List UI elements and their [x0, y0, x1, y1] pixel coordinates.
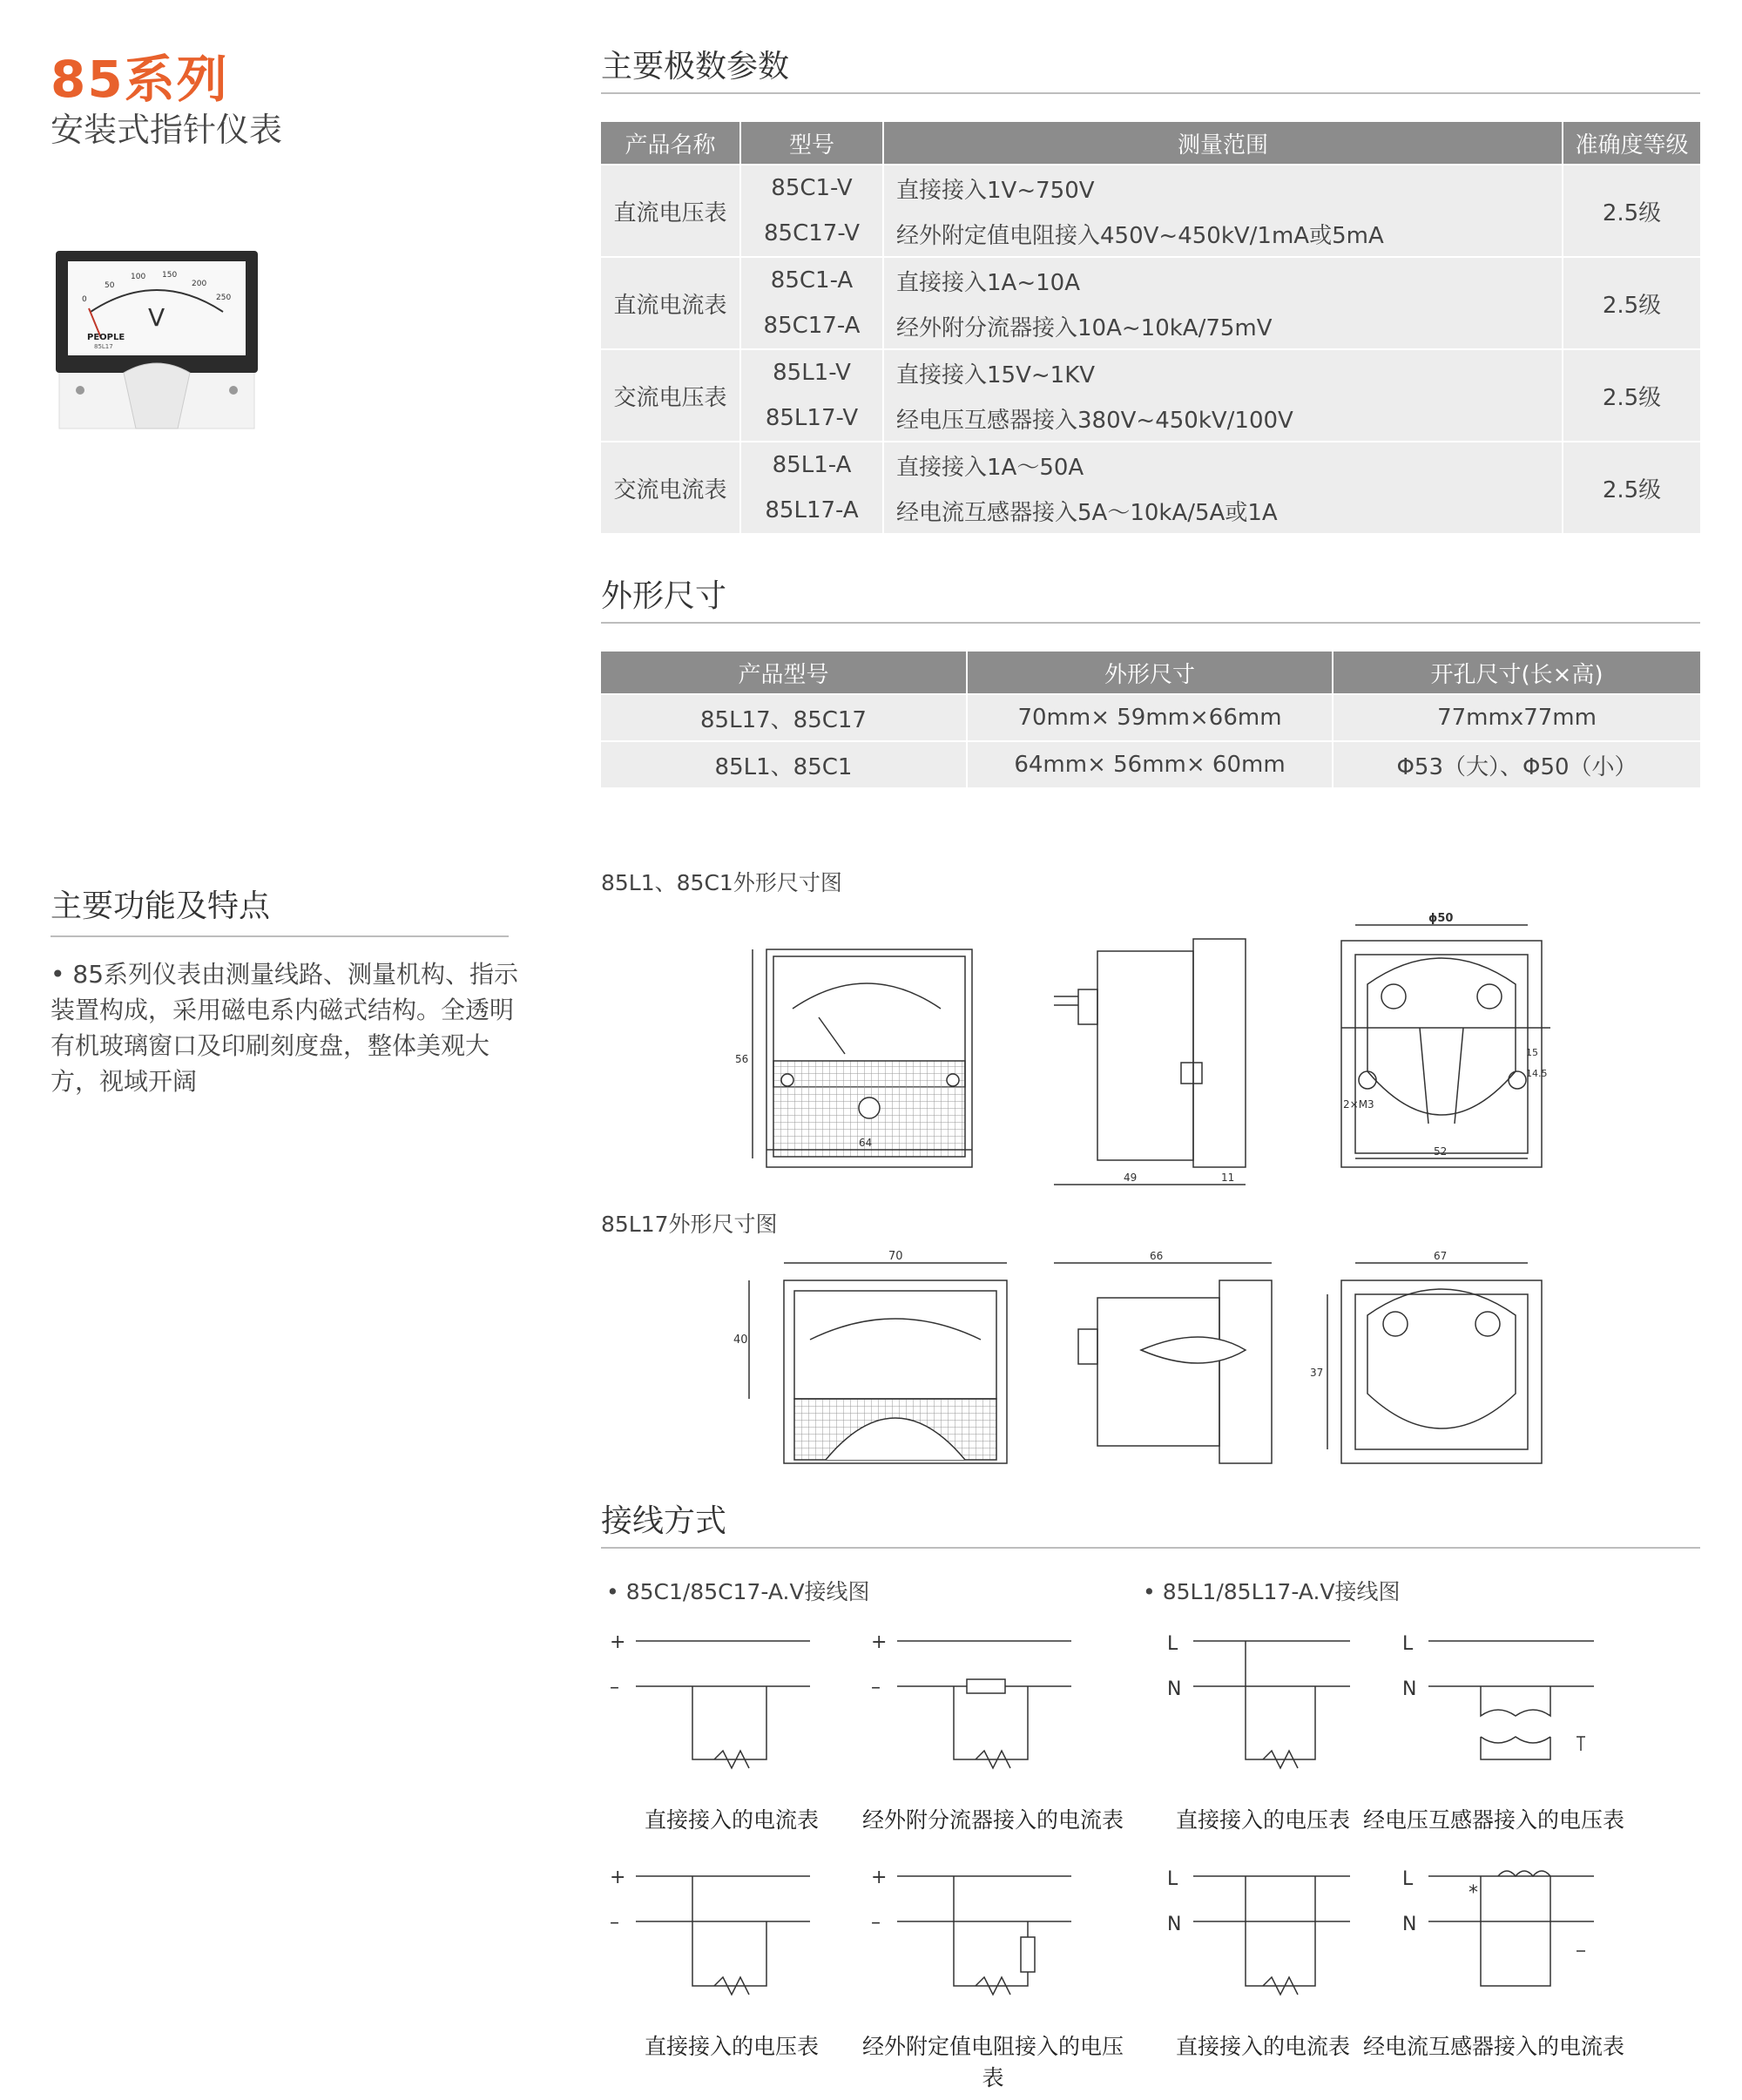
svg-text:+: + — [871, 1867, 888, 1888]
table-row: 85C17-A 经外附分流器接入10A~10kA/75mV — [601, 303, 1700, 349]
wiring-caption-4: 经电压互感器接入的电压表 — [1363, 1807, 1625, 1833]
svg-text:250: 250 — [216, 294, 232, 302]
series-subtitle: 安装式指针仪表 — [51, 111, 283, 149]
svg-text:ϕ50: ϕ50 — [1428, 912, 1454, 925]
wiring-caption-2: 经外附分流器接入的电流表 — [862, 1807, 1124, 1833]
features-title: 主要功能及特点 — [51, 888, 271, 924]
table-row: 交流电压表 85L1-V 直接接入15V~1KV 2.5级 — [601, 349, 1700, 395]
svg-text:40: 40 — [733, 1334, 748, 1347]
dims-title: 外形尺寸 — [601, 578, 727, 614]
params-header-model: 型号 — [740, 122, 883, 165]
svg-text:L: L — [1167, 1868, 1178, 1890]
unit-label: V — [148, 303, 165, 332]
svg-text:*: * — [1469, 1882, 1478, 1904]
drawing2-caption: 85L17外形尺寸图 — [601, 1212, 778, 1237]
params-rule — [601, 92, 1700, 94]
params-table — [601, 122, 1700, 533]
svg-text:L: L — [1402, 1633, 1414, 1655]
svg-text:52: 52 — [1434, 1145, 1448, 1158]
svg-text:14.5: 14.5 — [1526, 1068, 1548, 1079]
svg-text:150: 150 — [162, 271, 178, 280]
svg-text:+: + — [871, 1631, 888, 1653]
svg-text:–: – — [610, 1677, 619, 1698]
svg-text:11: 11 — [1221, 1172, 1235, 1184]
svg-text:67: 67 — [1434, 1250, 1448, 1262]
wiring-caption-3: 直接接入的电压表 — [1175, 1807, 1350, 1833]
wiring-caption-7: 直接接入的电流表 — [1175, 2034, 1350, 2059]
wiring-group2-title: • 85L1/85L17-A.V接线图 — [1143, 1579, 1401, 1604]
svg-text:56: 56 — [735, 1053, 749, 1065]
params-title: 主要极数参数 — [601, 49, 790, 84]
table-row: 85L1、85C1 64mm× 56mm× 60mm Φ53（大）、Φ50（小） — [601, 741, 1700, 787]
table-row: 直流电流表 85C1-A 直接接入1A~10A 2.5级 — [601, 257, 1700, 303]
svg-text:2×M3: 2×M3 — [1343, 1098, 1374, 1111]
wiring-caption-6: 经外附定值电阻接入的电压表 — [862, 2034, 1124, 2090]
drawing1-caption: 85L1、85C1外形尺寸图 — [601, 870, 842, 895]
wiring-title: 接线方式 — [601, 1503, 727, 1539]
svg-text:100: 100 — [131, 273, 146, 281]
dims-header-model: 产品型号 — [601, 652, 967, 694]
wiring-group1-title: • 85C1/85C17-A.V接线图 — [606, 1579, 870, 1604]
svg-text:N: N — [1402, 1914, 1417, 1935]
wiring-caption-8: 经电流互感器接入的电流表 — [1363, 2034, 1625, 2059]
features-text: • 85系列仪表由测量线路、测量机构、指示装置构成，采用磁电系内磁式结构。全透明有机玻璃窗口及印刷刻度盘，整体美观大方，视域开阔 — [51, 960, 519, 1096]
svg-text:L: L — [1402, 1868, 1414, 1890]
table-row: 交流电流表 85L1-A 直接接入1A～50A 2.5级 — [601, 442, 1700, 488]
svg-text:49: 49 — [1124, 1172, 1138, 1184]
svg-text:64: 64 — [859, 1137, 873, 1149]
series-title: 85系列 — [51, 50, 229, 109]
svg-text:N: N — [1402, 1678, 1417, 1700]
svg-text:85L17: 85L17 — [94, 343, 113, 350]
svg-text:N: N — [1167, 1678, 1182, 1700]
table-row: 85L17-V 经电压互感器接入380V~450kV/100V — [601, 395, 1700, 442]
svg-text:+: + — [610, 1631, 626, 1653]
table-row: 85L17-A 经电流互感器接入5A～10kA/5A或1A — [601, 488, 1700, 533]
dims-table — [601, 652, 1700, 787]
features-rule — [51, 935, 509, 937]
svg-text:50: 50 — [105, 281, 115, 290]
drawing1 — [732, 906, 1548, 1184]
params-header-grade: 准确度等级 — [1563, 122, 1700, 165]
product-photo — [56, 251, 258, 430]
dims-header-size: 外形尺寸 — [967, 652, 1333, 694]
svg-text:N: N — [1167, 1914, 1182, 1935]
wiring-caption-5: 直接接入的电压表 — [644, 2034, 819, 2059]
svg-text:–: – — [871, 1912, 881, 1934]
svg-text:15: 15 — [1526, 1047, 1538, 1058]
svg-text:L: L — [1167, 1633, 1178, 1655]
wiring-rule — [601, 1547, 1700, 1549]
params-header-range: 测量范围 — [883, 122, 1563, 165]
table-row: 85C17-V 经外附定值电阻接入450V~450kV/1mA或5mA — [601, 211, 1700, 257]
drawing2 — [732, 1246, 1542, 1472]
table-row: 85L17、85C17 70mm× 59mm×66mm 77mmx77mm — [601, 694, 1700, 741]
svg-text:70: 70 — [888, 1250, 903, 1263]
dims-header-hole: 开孔尺寸(长×高) — [1333, 652, 1700, 694]
svg-text:+: + — [610, 1867, 626, 1888]
svg-text:0: 0 — [82, 295, 87, 304]
dims-rule — [601, 622, 1700, 624]
svg-text:66: 66 — [1150, 1250, 1164, 1262]
svg-text:37: 37 — [1310, 1367, 1324, 1379]
params-header-name: 产品名称 — [601, 122, 740, 165]
wiring-caption-1: 直接接入的电流表 — [644, 1807, 819, 1833]
brand-label: PEOPLE — [87, 333, 125, 342]
table-row: 直流电压表 85C1-V 直接接入1V~750V 2.5级 — [601, 165, 1700, 211]
svg-text:–: – — [610, 1912, 619, 1934]
svg-text:–: – — [871, 1677, 881, 1698]
svg-text:200: 200 — [192, 280, 207, 288]
